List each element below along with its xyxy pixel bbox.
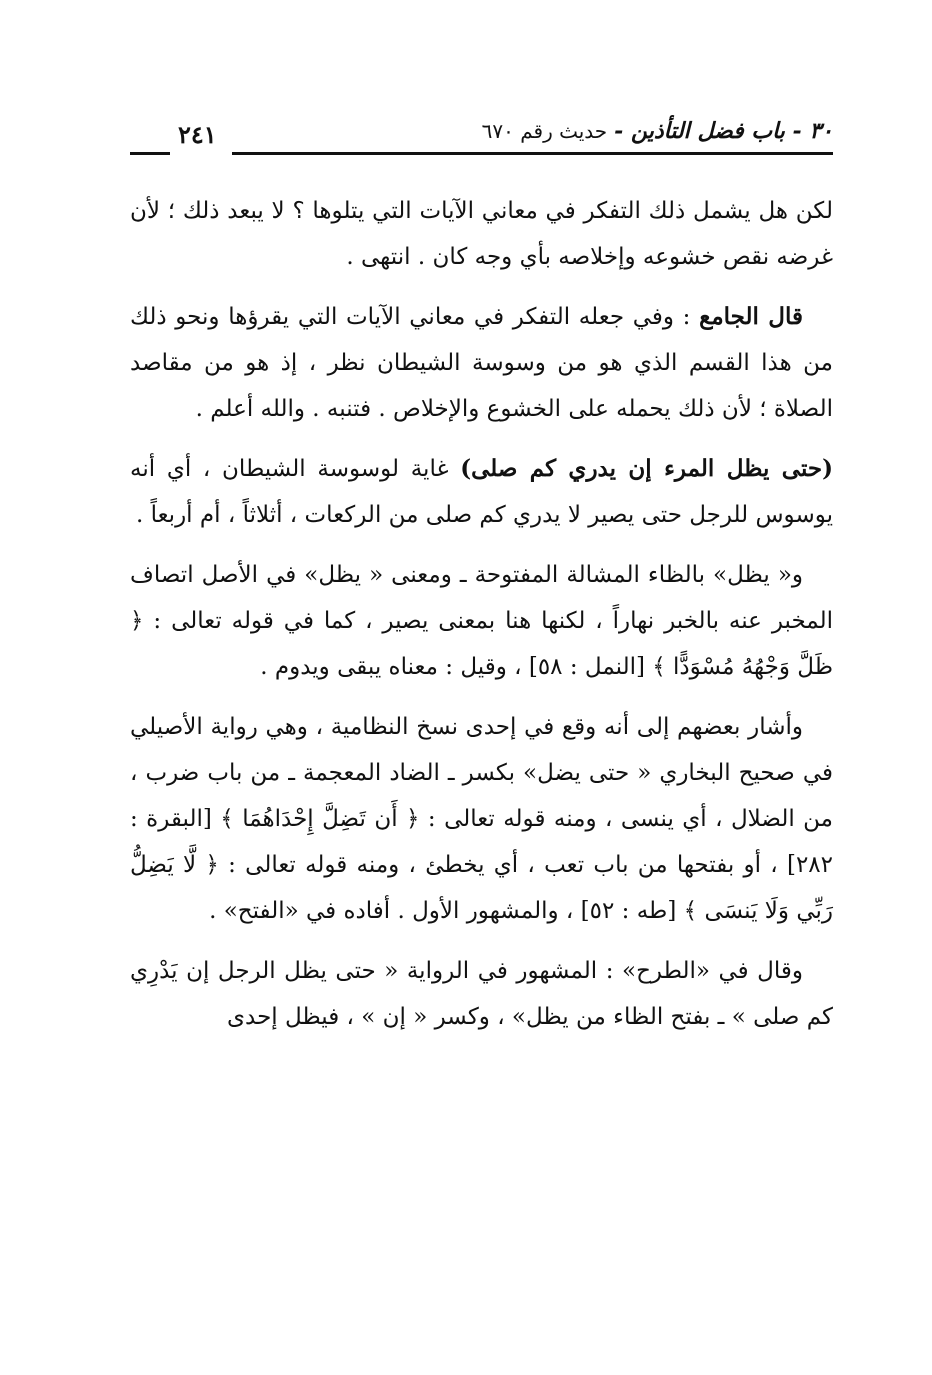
running-title [482,118,833,144]
paragraph-text: لكن هل يشمل ذلك التفكر في معاني الآيات التي يتلوها ؟ لا يبعد ذلك ؛ لأن غرضه نقص خشوعه وإخلاصه بأي وجه كان . انتهى . [130,198,833,270]
chapter-title: ٣٠ - باب فضل التأذين - [614,118,833,144]
header-rule [232,152,833,155]
paragraph-lead: قال الجامع [699,303,803,330]
page-number: ٢٤١ [178,120,217,149]
paragraph-4 [130,552,833,690]
paragraph-6 [130,948,833,1040]
paragraph-text: وقال في «الطرح» : المشهور في الرواية « حتى يظل الرجل إن يَدْرِي كم صلى » ـ بفتح الظاء من يظل» ، وكسر « إن » ، فيظل إحدى [130,958,833,1030]
page-number-rule [130,152,170,155]
page-body [130,188,833,1054]
page-header [128,112,833,152]
paragraph-lead: (حتى يظل المرء إن يدري كم صلى) [460,455,833,482]
paragraph-text: : وفي جعله التفكر في معاني الآيات التي يقرؤها ونحو ذلك من هذا القسم الذي هو من وسوسة الشيطان نظر ، إذ هو من مقاصد الصلاة ؛ لأن ذلك يحمله على الخشوع والإخلاص . فتنبه . والله أعلم . [130,304,833,422]
paragraph-text: و« يظل» بالظاء المشالة المفتوحة ـ ومعنى « يظل» في الأصل اتصاف المخبر عنه بالخبر نهاراً ، لكنها هنا بمعنى يصير ، كما في قوله تعالى : ﴿ ظَلَّ وَجْهُهُ مُسْوَدًّا ﴾ [النمل : ٥٨] ، وقيل : معناه يبقى ويدوم . [130,562,833,680]
paragraph-text: غاية لوسوسة الشيطان ، أي أنه يوسوس للرجل حتى يصير لا يدري كم صلى من الركعات ، أثلاثاً ، أم أربعاً . [130,456,833,528]
paragraph-1 [130,188,833,280]
paragraph-text: وأشار بعضهم إلى أنه وقع في إحدى نسخ النظامية ، وهي رواية الأصيلي في صحيح البخاري « حتى يضل» بكسر ـ الضاد المعجمة ـ من باب ضرب ، من الضلال ، أي ينسى ، ومنه قوله تعالى : ﴿ أَن تَضِلَّ إِحْدَاهُمَا ﴾ [البقرة : ٢٨٢] ، أو بفتحها من باب تعب ، أي يخطئ ، ومنه قوله تعالى : ﴿ لَّا يَضِلُّ رَبِّي وَلَا يَنسَى ﴾ [طه : ٥٢] ، والمشهور الأول . أفاده في «الفتح» . [130,714,833,924]
paragraph-2 [130,294,833,432]
hadith-number: حديث رقم ٦٧٠ [481,119,608,143]
paragraph-3 [130,446,833,538]
paragraph-5 [130,704,833,934]
